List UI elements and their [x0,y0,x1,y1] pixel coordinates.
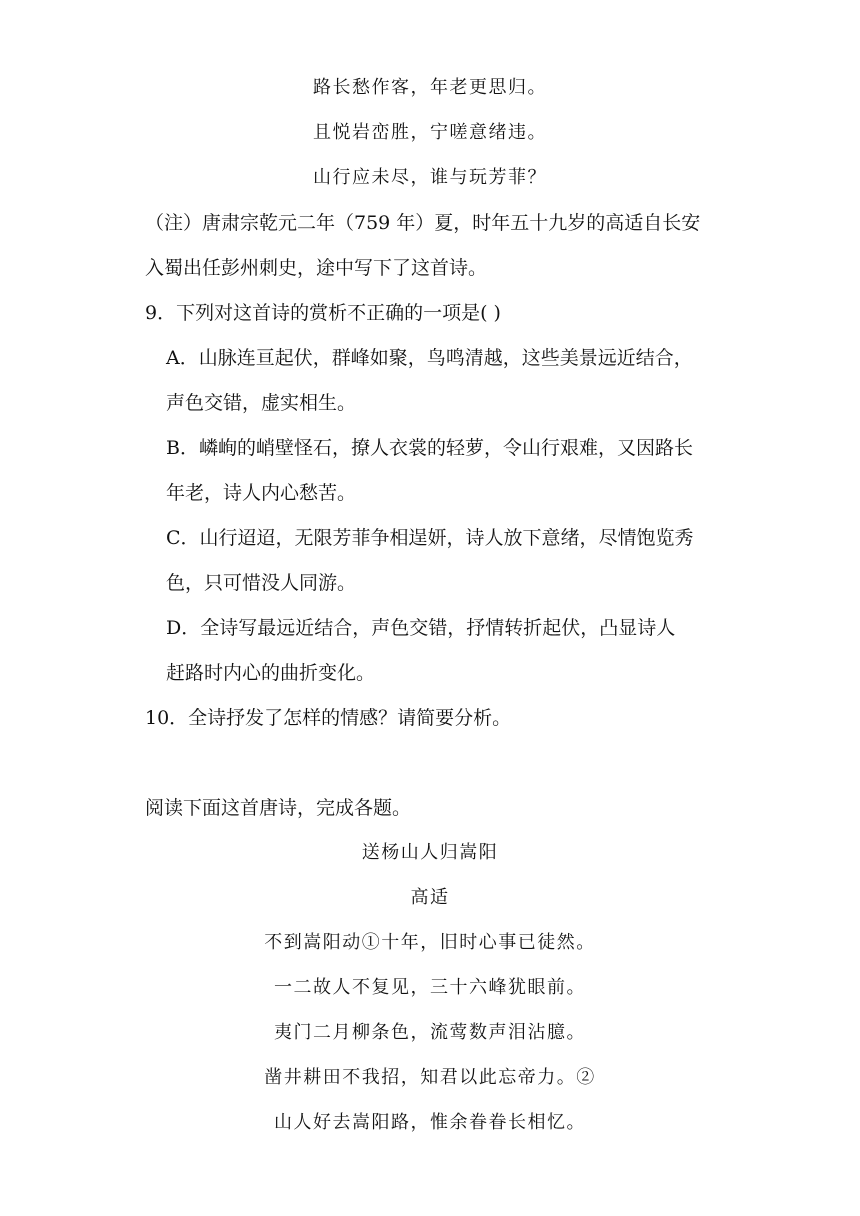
poem2-line-5: 山人好去嵩阳路，惟余眷眷长相忆。 [274,1112,586,1133]
option-d-line-1: D．全诗写最远近结合，声色交错，抒情转折起伏，凸显诗人 [166,617,676,639]
option-a-line-1: A．山脉连亘起伏，群峰如聚，鸟鸣清越，这些美景远近结合， [166,347,693,369]
poem2-line-3: 夷门二月柳条色，流莺数声泪沾臆。 [274,1022,586,1043]
poem1-line-3: 山行应未尽，谁与玩芳菲？ [313,167,547,188]
option-b-line-1: B．嶙峋的峭壁怪石，撩人衣裳的轻萝，令山行艰难，又因路长 [166,437,693,459]
option-c-line-2: 色，只可惜没人同游。 [166,572,357,594]
poem2-author: 高适 [410,887,450,908]
section2-instruction: 阅读下面这首唐诗，完成各题。 [145,797,412,819]
poem1-line-2: 且悦岩峦胜，宁嗟意绪违。 [313,122,547,143]
option-a-line-2: 声色交错，虚实相生。 [166,392,357,414]
poem1-note-line-2: 入蜀出任彭州刺史，途中写下了这首诗。 [145,257,488,279]
option-d-line-2: 赶路时内心的曲折变化。 [166,662,376,684]
poem1-note-line-1: （注）唐肃宗乾元二年（759 年）夏，时年五十九岁的高适自长安 [145,212,701,234]
poem2-line-1: 不到嵩阳动①十年，旧时心事已徒然。 [264,932,596,953]
question-10-stem: 10．全诗抒发了怎样的情感？请简要分析。 [145,707,512,729]
option-b-line-2: 年老，诗人内心愁苦。 [166,482,357,504]
option-c-line-1: C．山行迢迢，无限芳菲争相逞妍，诗人放下意绪，尽情饱览秀 [166,527,694,549]
poem2-title: 送杨山人归嵩阳 [361,842,499,863]
question-9-stem: 9．下列对这首诗的赏析不正确的一项是( ) [145,302,501,324]
poem2-line-4: 凿井耕田不我招，知君以此忘帝力。② [264,1067,596,1088]
poem1-line-1: 路长愁作客，年老更思归。 [313,77,547,98]
poem2-line-2: 一二故人不复见，三十六峰犹眼前。 [274,977,586,998]
